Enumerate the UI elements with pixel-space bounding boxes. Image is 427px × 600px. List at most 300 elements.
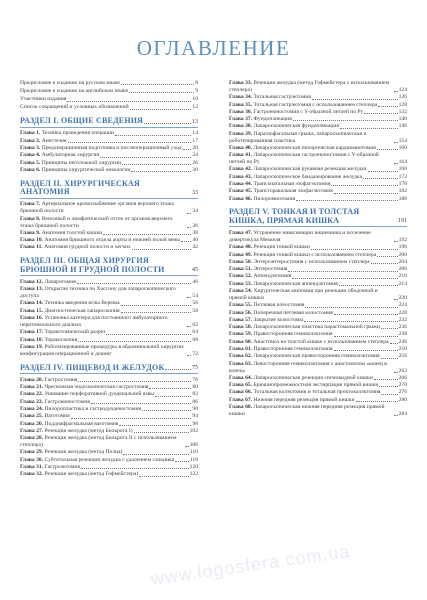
page-number: 10 bbox=[192, 96, 198, 103]
leader-dots bbox=[339, 285, 398, 286]
toc-chapter-entry[interactable] bbox=[20, 230, 198, 237]
page-number: 132 bbox=[398, 108, 407, 115]
entry-title: Гастроэктомия bbox=[44, 463, 80, 470]
chapter-number: Глава 7. bbox=[20, 201, 41, 208]
leader-dots bbox=[381, 358, 398, 359]
chapter-number: Глава 27. bbox=[20, 427, 44, 434]
chapter-number: Глава 60. bbox=[229, 338, 253, 345]
entry-text bbox=[229, 244, 310, 251]
entry-title: Пилоромиотомия bbox=[253, 195, 296, 202]
entry-title: Анастомоз на толстой кишке с использованием степлера bbox=[253, 338, 389, 345]
entry-text bbox=[20, 286, 186, 300]
page-number: 128 bbox=[398, 101, 407, 108]
entry-text bbox=[229, 331, 333, 338]
chapter-number: Глава 33. bbox=[229, 80, 253, 86]
entry-title: Установка катетера для постоянного амбулаторного перитонеального диализа bbox=[20, 315, 168, 328]
toc-chapter-entry[interactable] bbox=[229, 252, 407, 259]
entry-title: Резекция желудка (метод Гофмейстера с использованием степлера) bbox=[229, 80, 390, 93]
page-number: 164 bbox=[398, 159, 407, 166]
leader-dots bbox=[115, 135, 191, 136]
page-number: 228 bbox=[398, 309, 407, 316]
entry-text bbox=[229, 109, 363, 116]
entry-title: Артериальное кровоснабжение органов верхнего этажа брюшной полости bbox=[20, 201, 174, 215]
toc-chapter-entry[interactable] bbox=[20, 435, 198, 449]
toc-chapter-entry[interactable] bbox=[20, 384, 198, 391]
chapter-number: Глава 3. bbox=[20, 144, 41, 151]
toc-chapter-entry[interactable] bbox=[20, 130, 198, 137]
entry-text bbox=[229, 324, 380, 331]
page-number: 8 bbox=[195, 80, 198, 86]
chapter-number: Глава 67. bbox=[229, 396, 253, 403]
toc-chapter-entry[interactable] bbox=[229, 353, 407, 360]
page-number: 200 bbox=[398, 251, 407, 258]
page-number: 82 bbox=[192, 391, 198, 398]
toc-chapter-entry[interactable] bbox=[20, 377, 198, 384]
leader-dots bbox=[185, 446, 189, 447]
toc-chapter-entry[interactable] bbox=[20, 152, 198, 159]
toc-chapter-entry[interactable] bbox=[20, 308, 198, 315]
page-number: 154 bbox=[398, 137, 407, 144]
page-number: 94 bbox=[192, 413, 198, 420]
entry-title: Венозный и лимфатический отток от органов верхнего этажа брюшной полости bbox=[20, 215, 173, 229]
entry-title: Лапароскопическая пилорическая кардиомиотомия bbox=[253, 144, 376, 151]
toc-entry[interactable] bbox=[20, 96, 198, 103]
entry-title: Резекция желудка (метод Гофмейстера) bbox=[44, 471, 139, 478]
page-number: 46 bbox=[192, 278, 198, 285]
toc-chapter-entry[interactable] bbox=[229, 273, 407, 280]
toc-chapter-entry[interactable] bbox=[229, 145, 407, 152]
section-page-number: 191 bbox=[398, 218, 407, 225]
page-number: 206 bbox=[398, 266, 407, 273]
toc-chapter-entry[interactable] bbox=[20, 464, 198, 471]
page-number: 188 bbox=[398, 195, 407, 202]
entry-title: Торакотомический разрез bbox=[44, 329, 106, 336]
chapter-number: Глава 1. bbox=[20, 130, 41, 137]
leader-dots bbox=[394, 142, 398, 143]
chapter-number: Глава 29. bbox=[20, 449, 44, 456]
page-number: 56 bbox=[192, 300, 198, 307]
chapter-number: Глава 46. bbox=[229, 195, 253, 202]
chapter-number: Глава 11. bbox=[20, 244, 43, 251]
entry-title: Предоперационная подготовка и послеоперационный уход bbox=[41, 144, 182, 151]
chapter-number: Глава 4. bbox=[20, 152, 41, 159]
entry-text bbox=[229, 375, 373, 382]
chapter-number: Глава 59. bbox=[229, 331, 253, 338]
toc-chapter-entry[interactable] bbox=[229, 244, 407, 251]
entry-title: Правосторонняя гемиколэктомия bbox=[253, 331, 333, 338]
toc-chapter-entry[interactable] bbox=[20, 337, 198, 344]
entry-text bbox=[229, 123, 339, 130]
page-number: 238 bbox=[398, 331, 407, 338]
section-heading[interactable] bbox=[20, 117, 198, 125]
toc-chapter-entry[interactable] bbox=[229, 131, 407, 145]
toc-chapter-entry[interactable] bbox=[20, 286, 198, 300]
toc-entry[interactable] bbox=[20, 88, 198, 95]
entry-text bbox=[229, 288, 393, 302]
toc-section bbox=[20, 180, 198, 252]
entry-title: Анатомия толстой кишки bbox=[41, 229, 103, 236]
chapter-number: Глава 39. bbox=[229, 130, 253, 137]
entry-title: Лапароскопическая резекция сигмовидной кишки bbox=[253, 374, 373, 381]
chapter-number: Глава 17. bbox=[20, 329, 44, 336]
entry-title: Диагностическая лапароскопия bbox=[44, 307, 120, 314]
chapter-number: Глава 5. bbox=[20, 159, 41, 166]
toc-chapter-entry[interactable] bbox=[229, 94, 407, 101]
leader-dots bbox=[78, 341, 191, 342]
page-number: 182 bbox=[398, 188, 407, 195]
toc-chapter-entry[interactable] bbox=[20, 145, 198, 152]
entry-title: Амбулаторная хирургия bbox=[41, 152, 99, 159]
leader-dots bbox=[103, 234, 191, 235]
page-number: 68 bbox=[192, 336, 198, 343]
toc-chapter-entry[interactable] bbox=[20, 329, 198, 336]
chapter-number: Глава 23. bbox=[20, 398, 44, 405]
entry-title: Субтотальная резекция желудка с удалением сальника bbox=[44, 456, 175, 463]
leader-dots bbox=[187, 355, 191, 356]
leader-dots bbox=[394, 163, 398, 164]
entry-title: Открытая техника по Хассону для лапароскопического доступа bbox=[20, 286, 176, 300]
entry-text bbox=[20, 104, 129, 111]
page-number: 146 bbox=[398, 123, 407, 130]
entry-text bbox=[229, 196, 295, 203]
chapter-number: Глава 56. bbox=[229, 309, 253, 316]
section-title: РАЗДЕЛ II. ХИРУРГИЧЕСКАЯ АНАТОМИЯ bbox=[20, 178, 140, 197]
page-number: 262 bbox=[398, 367, 407, 374]
entry-title: Поддиафрагмальная ваготомия bbox=[44, 420, 119, 427]
toc-chapter-entry[interactable] bbox=[229, 80, 407, 94]
entry-title: Принципы хирургической онкологии bbox=[41, 166, 131, 173]
chapter-number: Глава 18. bbox=[20, 336, 44, 343]
leader-dots bbox=[340, 128, 398, 129]
section-page-number: 45 bbox=[192, 267, 198, 274]
toc-chapter-entry[interactable] bbox=[20, 449, 198, 456]
leader-dots bbox=[71, 418, 192, 419]
toc-chapter-entry[interactable] bbox=[229, 375, 407, 382]
page-number: 256 bbox=[398, 353, 407, 360]
toc-chapter-entry[interactable] bbox=[20, 237, 198, 244]
page-number: 118 bbox=[189, 456, 198, 463]
chapter-number: Глава 42. bbox=[229, 166, 253, 173]
entry-text bbox=[20, 413, 70, 420]
page-number: 280 bbox=[398, 396, 407, 403]
section-rule bbox=[20, 275, 198, 276]
leader-dots bbox=[312, 99, 398, 100]
toc-chapter-entry[interactable] bbox=[229, 188, 407, 195]
toc-chapter-entry[interactable] bbox=[20, 399, 198, 406]
toc-chapter-entry[interactable] bbox=[20, 138, 198, 145]
toc-entry[interactable] bbox=[20, 80, 198, 87]
toc-chapter-entry[interactable] bbox=[229, 346, 407, 353]
section-title: РАЗДЕЛ III. ОБЩАЯ ХИРУРГИЯ БРЮШНОЙ И ГРУДНОЙ ПОЛОСТИ bbox=[20, 256, 165, 274]
entry-text bbox=[20, 230, 102, 237]
leader-dots bbox=[187, 227, 191, 228]
entry-text bbox=[229, 397, 355, 404]
entry-title: Петлевая илеостомия bbox=[253, 302, 305, 309]
entry-title: Брюшнопромежностная экстирпация прямой кишки bbox=[253, 382, 379, 389]
toc-chapter-entry[interactable] bbox=[20, 421, 198, 428]
chapter-number: Глава 32. bbox=[20, 471, 44, 478]
entry-title: Нижняя передняя резекция прямой кишки bbox=[253, 396, 355, 403]
entry-title: Принципы неотложной хирургии bbox=[41, 159, 122, 166]
leader-dots bbox=[81, 468, 189, 469]
leader-dots bbox=[374, 379, 398, 380]
leader-dots bbox=[304, 321, 398, 322]
chapter-number: Глава 40. bbox=[229, 144, 253, 151]
page-number: 140 bbox=[398, 116, 407, 123]
page-number: 38 bbox=[192, 229, 198, 236]
entry-text bbox=[20, 344, 186, 358]
toc-chapter-entry[interactable] bbox=[229, 302, 407, 309]
chapter-number: Глава 20. bbox=[20, 376, 44, 383]
entry-title: Устранение инвагинации кишечника и иссечение дивертикула Меккеля bbox=[229, 230, 371, 243]
toc-chapter-entry[interactable] bbox=[229, 288, 407, 302]
toc-chapter-entry[interactable] bbox=[20, 167, 198, 174]
entry-text bbox=[20, 464, 80, 471]
toc-chapter-entry[interactable] bbox=[229, 389, 407, 396]
page-number: 80 bbox=[192, 384, 198, 391]
toc-chapter-entry[interactable] bbox=[20, 406, 198, 413]
entry-text bbox=[229, 266, 287, 273]
section-heading[interactable] bbox=[20, 257, 198, 274]
toc-chapter-entry[interactable] bbox=[20, 300, 198, 307]
entry-title: Анатомия брюшного отдела аорты и нижней полой вены bbox=[44, 237, 181, 244]
leader-dots bbox=[334, 336, 398, 337]
section-heading[interactable] bbox=[20, 364, 198, 372]
section-page-number: 13 bbox=[192, 118, 198, 125]
leader-dots bbox=[379, 386, 397, 387]
toc-chapter-entry[interactable] bbox=[229, 166, 407, 173]
toc-chapter-entry[interactable] bbox=[229, 259, 407, 266]
entry-title: Трансторакальная эзофагэктомия bbox=[253, 188, 333, 195]
entry-title: Лапароскопическая рукавная резекция желудка bbox=[253, 166, 367, 173]
toc-chapter-entry[interactable] bbox=[229, 174, 407, 181]
toc-chapter-entry[interactable] bbox=[229, 102, 407, 109]
chapter-number: Глава 62. bbox=[229, 353, 253, 360]
page-number: 110 bbox=[189, 449, 198, 456]
leader-dots bbox=[390, 343, 398, 344]
page-number: 17 bbox=[192, 137, 198, 144]
page-number: 276 bbox=[398, 389, 407, 396]
toc-chapter-entry[interactable] bbox=[20, 413, 198, 420]
leader-dots bbox=[149, 388, 191, 389]
entry-text bbox=[229, 252, 376, 259]
page-number: 98 bbox=[192, 420, 198, 427]
page-number: 284 bbox=[398, 410, 407, 417]
leader-dots bbox=[130, 109, 192, 110]
page-number: 14 bbox=[192, 130, 198, 137]
leader-dots bbox=[377, 256, 397, 257]
leader-dots bbox=[121, 84, 194, 85]
leader-dots bbox=[334, 350, 398, 351]
entry-title: Пилоропластика и гастродуоденостомия bbox=[44, 406, 142, 412]
chapter-number: Глава 58. bbox=[229, 324, 253, 331]
leader-dots bbox=[187, 297, 191, 298]
entry-text bbox=[20, 145, 182, 152]
page-number: 86 bbox=[192, 398, 198, 405]
toc-chapter-entry[interactable] bbox=[229, 123, 407, 130]
entry-title: Тотальная гастрэктомия bbox=[253, 94, 311, 101]
entry-title: Техника введения иглы Вереша bbox=[44, 300, 120, 307]
toc-chapter-entry[interactable] bbox=[20, 160, 198, 167]
page-number: 36 bbox=[192, 222, 198, 229]
entry-text bbox=[20, 471, 138, 478]
entry-title: Резекция желудка (метод Бильрота I) bbox=[44, 427, 133, 434]
leader-dots bbox=[183, 149, 192, 150]
toc-chapter-entry[interactable] bbox=[20, 391, 198, 398]
entry-text bbox=[20, 152, 99, 159]
entry-title: Энтеростомия bbox=[253, 266, 288, 273]
page-number: 250 bbox=[398, 346, 407, 353]
section-rule bbox=[20, 198, 198, 199]
entry-title: Предисловие к изданию на русском языке bbox=[20, 80, 120, 86]
toc-section bbox=[20, 257, 198, 357]
page-number: 90 bbox=[192, 406, 198, 412]
page-number: 168 bbox=[398, 166, 407, 173]
entry-text bbox=[20, 406, 141, 413]
entry-title: Ушивание перфоративной дуоденальной язвы bbox=[44, 391, 154, 398]
page-number: 40 bbox=[192, 237, 198, 244]
entry-text bbox=[229, 174, 362, 181]
leader-dots bbox=[68, 142, 192, 143]
page-number: 124 bbox=[398, 86, 407, 93]
leader-dots bbox=[123, 454, 188, 455]
entry-text bbox=[229, 339, 389, 346]
toc-chapter-entry[interactable] bbox=[20, 216, 198, 230]
section-heading[interactable] bbox=[20, 180, 198, 197]
section-title: РАЗДЕЛ I. ОБЩИЕ СВЕДЕНИЯ bbox=[20, 116, 144, 126]
section-title: РАЗДЕЛ IV. ПИЩЕВОД И ЖЕЛУДОК bbox=[20, 362, 165, 372]
chapter-number: Глава 43. bbox=[229, 173, 253, 180]
toc-chapter-entry[interactable] bbox=[229, 281, 407, 288]
toc-entry[interactable] bbox=[20, 104, 198, 111]
leader-dots bbox=[129, 92, 194, 93]
entry-title: Лапароскопическая правосторонняя гемиколэктомия bbox=[253, 353, 380, 360]
section-heading[interactable] bbox=[229, 208, 407, 225]
chapter-number: Глава 65. bbox=[229, 382, 253, 389]
leader-dots bbox=[132, 249, 192, 250]
entry-text bbox=[20, 138, 67, 145]
toc-chapter-entry[interactable] bbox=[20, 244, 198, 251]
toc-chapter-entry[interactable] bbox=[229, 339, 407, 346]
entry-text bbox=[20, 167, 130, 174]
toc-chapter-entry[interactable] bbox=[229, 181, 407, 188]
chapter-number: Глава 22. bbox=[20, 391, 44, 398]
toc-chapter-entry[interactable] bbox=[20, 471, 198, 478]
chapter-number: Глава 8. bbox=[20, 215, 41, 222]
toc-chapter-entry[interactable] bbox=[229, 310, 407, 317]
leader-dots bbox=[368, 171, 398, 172]
leader-dots bbox=[121, 305, 192, 306]
toc-chapter-entry[interactable] bbox=[20, 428, 198, 435]
entry-text bbox=[20, 315, 186, 329]
toc-chapter-entry[interactable] bbox=[229, 404, 407, 418]
toc-chapter-entry[interactable] bbox=[20, 457, 198, 464]
toc-chapter-entry[interactable] bbox=[229, 382, 407, 389]
page-number: 232 bbox=[398, 316, 407, 323]
page-number: 76 bbox=[192, 376, 198, 383]
section-rule bbox=[20, 127, 198, 128]
page-title: ОГЛАВЛЕНИЕ bbox=[136, 36, 291, 60]
page-number: 120 bbox=[189, 463, 198, 470]
entry-title: Гастроеюностомия bbox=[44, 398, 90, 405]
entry-text bbox=[20, 216, 186, 230]
chapter-number: Глава 21. bbox=[20, 384, 44, 391]
entry-text bbox=[20, 391, 154, 398]
leader-dots bbox=[155, 396, 191, 397]
leader-dots bbox=[77, 283, 192, 284]
toc-chapter-entry[interactable] bbox=[20, 279, 198, 286]
entry-text bbox=[229, 361, 393, 375]
toc-chapter-entry[interactable] bbox=[229, 361, 407, 375]
toc-chapter-entry[interactable] bbox=[229, 109, 407, 116]
entry-title: Резекция желудка (метод Бильрота II с использованием степлера) bbox=[20, 435, 177, 449]
toc-chapter-entry[interactable] bbox=[229, 116, 407, 123]
chapter-number: Глава 68. bbox=[229, 404, 253, 411]
toc-chapter-entry[interactable] bbox=[229, 266, 407, 273]
entry-title: Лапароскопическая нижняя передняя резекция прямой кишки bbox=[229, 404, 385, 417]
section-page-number: 33 bbox=[192, 189, 198, 196]
chapter-number: Глава 52. bbox=[229, 273, 253, 280]
entry-text bbox=[20, 457, 174, 464]
chapter-number: Глава 15. bbox=[20, 307, 44, 314]
toc-chapter-entry[interactable] bbox=[229, 397, 407, 404]
toc-chapter-entry[interactable] bbox=[229, 152, 407, 166]
chapter-number: Глава 64. bbox=[229, 374, 253, 381]
leader-dots bbox=[334, 193, 398, 194]
chapter-number: Глава 13. bbox=[20, 286, 44, 293]
toc-chapter-entry[interactable] bbox=[20, 344, 198, 358]
leader-dots bbox=[122, 164, 191, 165]
entry-title: Участники издания bbox=[20, 96, 67, 103]
toc-chapter-entry[interactable] bbox=[229, 331, 407, 338]
page-number: 122 bbox=[189, 471, 198, 478]
entry-text bbox=[229, 404, 393, 418]
leader-dots bbox=[100, 157, 191, 158]
page-number: 58 bbox=[192, 307, 198, 314]
toc-chapter-entry[interactable] bbox=[229, 196, 407, 203]
entry-text bbox=[229, 259, 370, 266]
entry-text bbox=[20, 377, 77, 384]
page-number: 220 bbox=[398, 294, 407, 301]
section-rule bbox=[20, 373, 198, 374]
entry-text bbox=[229, 181, 330, 188]
entry-title: Резекция тонкой кишки с использованием степлера bbox=[253, 251, 377, 258]
page-number: 64 bbox=[192, 329, 198, 336]
chapter-number: Глава 45. bbox=[229, 188, 253, 195]
toc-chapter-entry[interactable] bbox=[229, 230, 407, 244]
page-number: 20 bbox=[192, 144, 198, 151]
toc-chapter-entry[interactable] bbox=[229, 317, 407, 324]
entry-title: Резекция тонкой кишки bbox=[253, 244, 310, 251]
leader-dots bbox=[187, 326, 191, 327]
page-number: 126 bbox=[398, 94, 407, 101]
toc-chapter-entry[interactable] bbox=[20, 315, 198, 329]
chapter-number: Глава 25. bbox=[20, 413, 44, 420]
chapter-number: Глава 63. bbox=[229, 360, 253, 367]
leader-dots bbox=[363, 178, 397, 179]
entry-title: Ваготомия bbox=[44, 413, 70, 420]
toc-chapter-entry[interactable] bbox=[20, 201, 198, 215]
chapter-number: Глава 24. bbox=[20, 406, 44, 412]
chapter-number: Глава 66. bbox=[229, 389, 253, 396]
page-number: 106 bbox=[189, 442, 198, 449]
leader-dots bbox=[181, 241, 191, 242]
entry-text bbox=[20, 130, 114, 137]
toc-chapter-entry[interactable] bbox=[229, 324, 407, 331]
entry-title: Левосторонняя гемиколэктомия с анастомозом «конец в конец» bbox=[229, 360, 387, 374]
page-number: 102 bbox=[189, 427, 198, 434]
leader-dots bbox=[394, 241, 398, 242]
